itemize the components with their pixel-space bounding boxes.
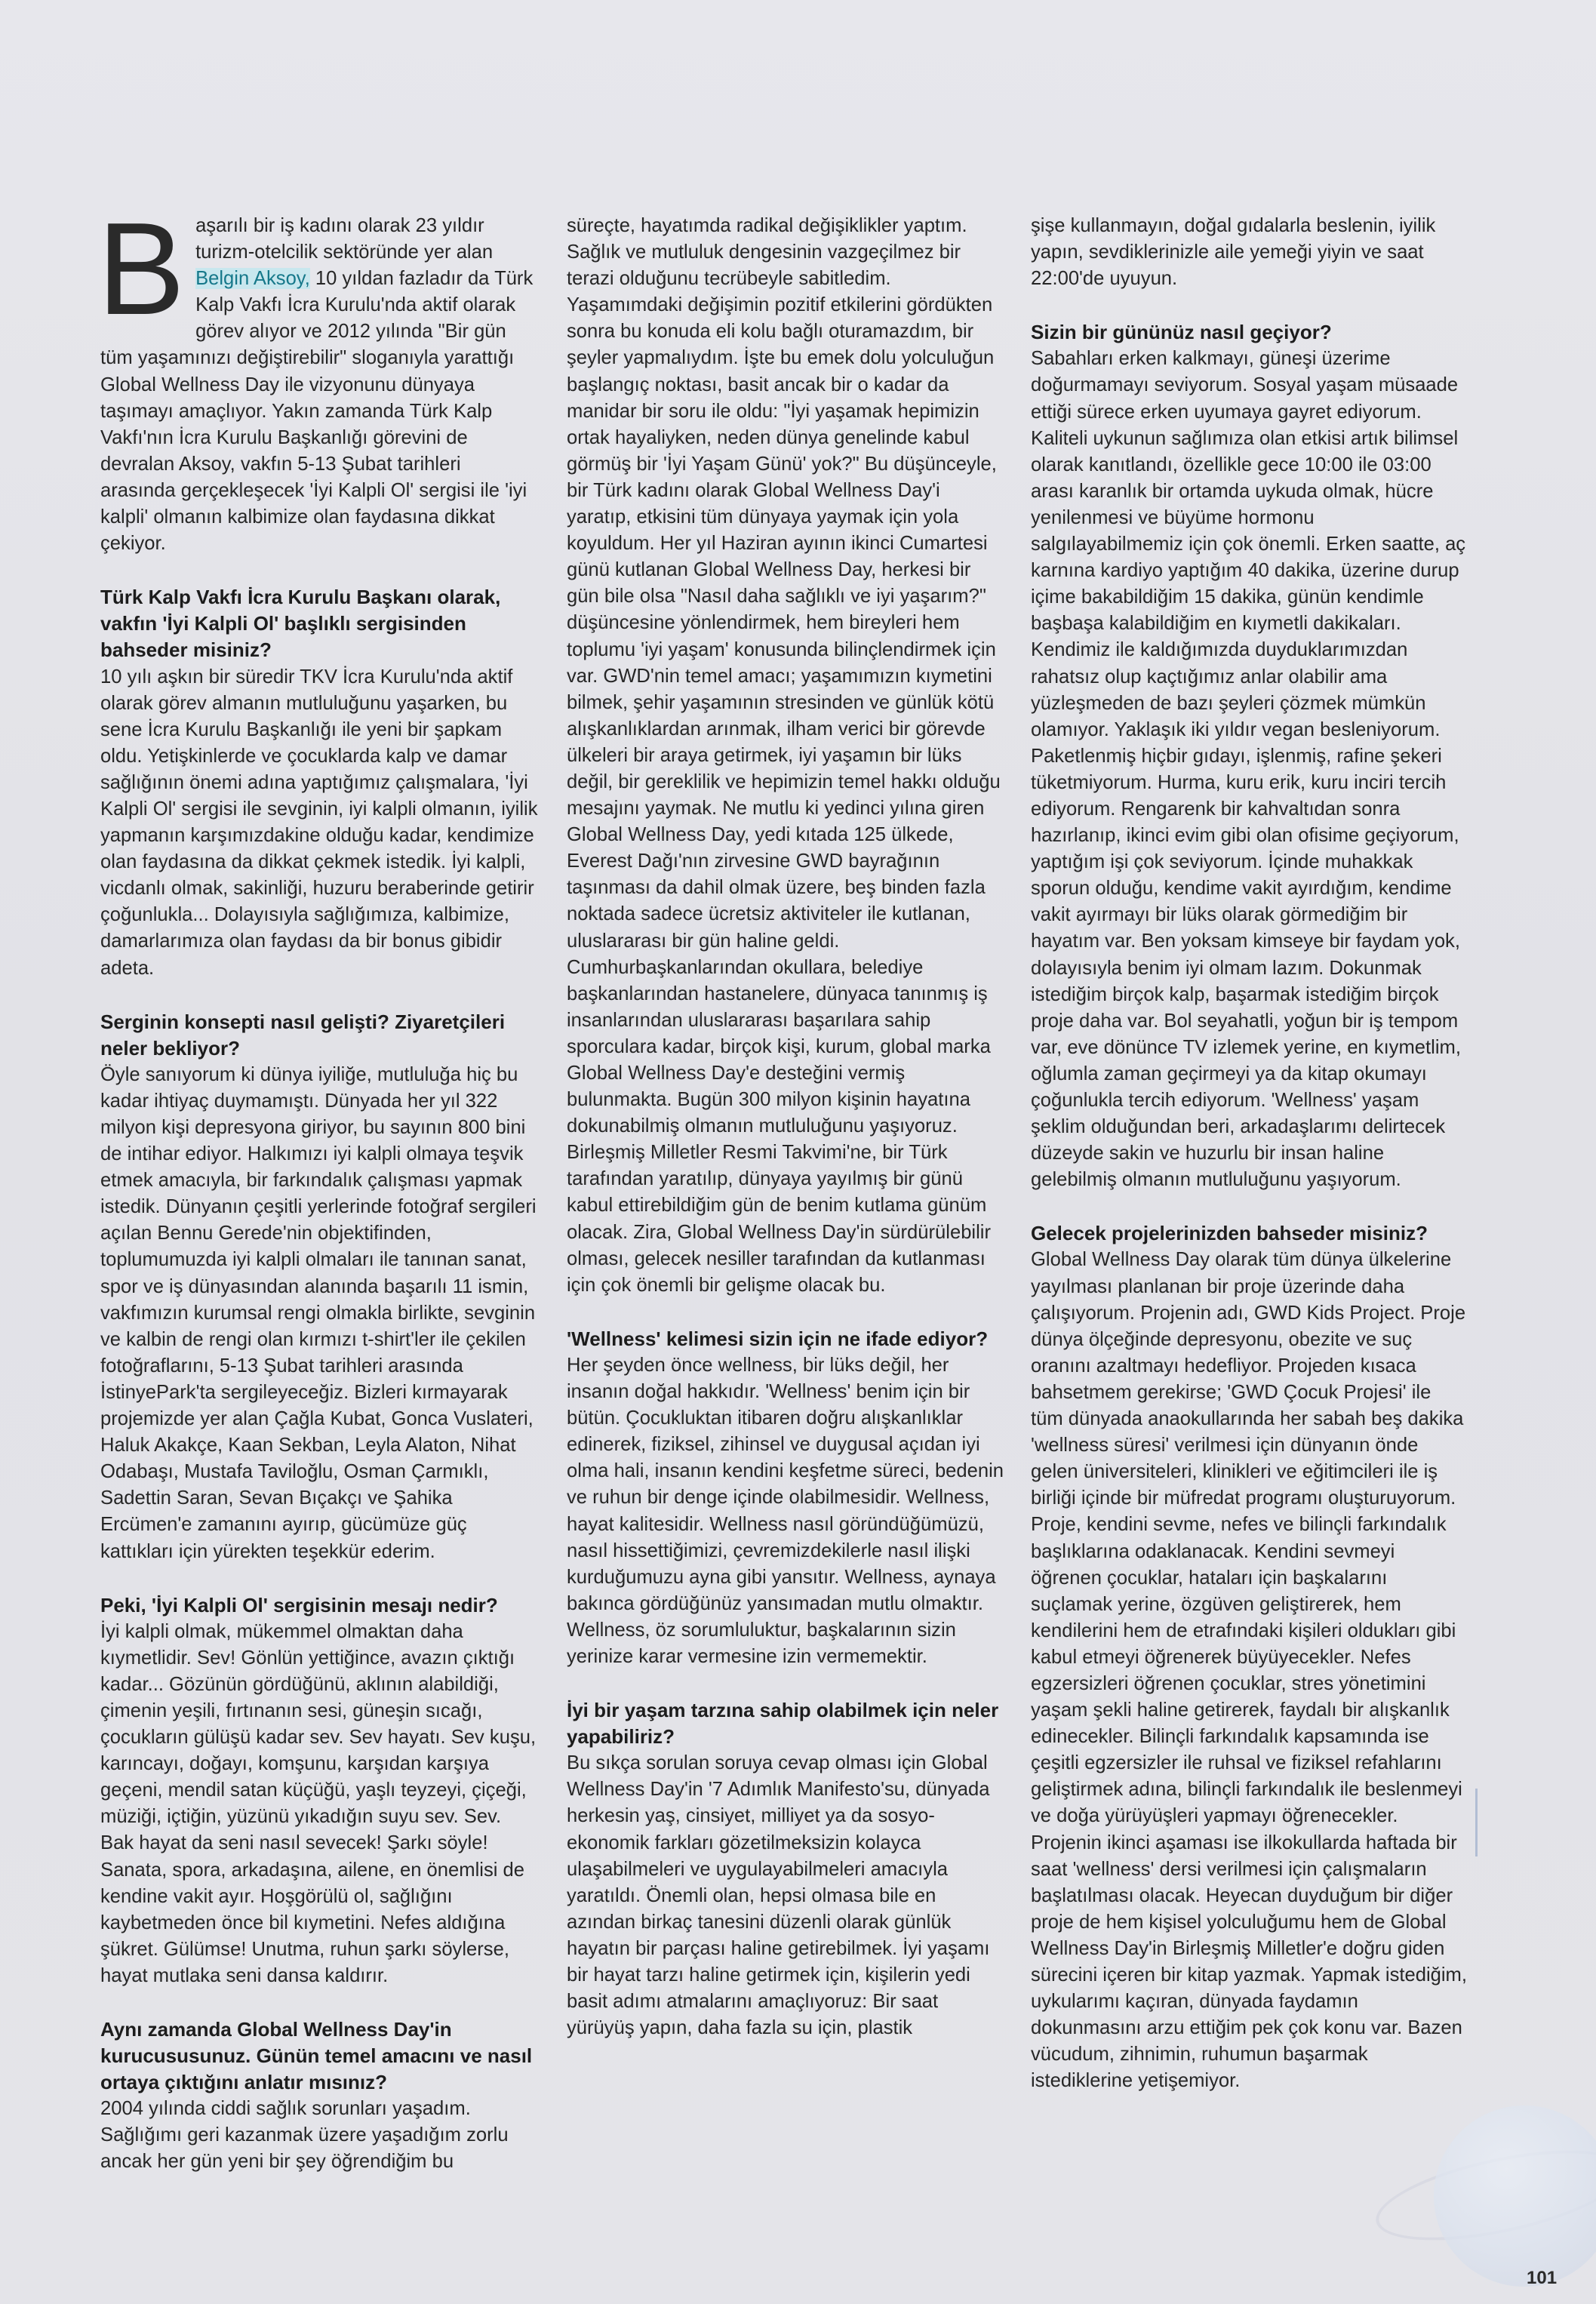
- intro-text-end: 10 yıldan fazladır da Türk Kalp Vakfı İcra Kurulu'nda aktif olarak görev alıyor ve 2012 yılında "Bir gün tüm yaşamınızı değiştirebilir" sloganıyla yarattığı Global Wellness Day ile vizyonunu dünyaya taşımayı amaçlıyor. Yakın zamanda Türk Kalp Vakfı'nın İcra Kurulu Başkanlığı görevini de devralan Aksoy, vakfın 5-13 Şubat tarihleri arasında gerçekleşecek 'İyi Kalpli Ol' sergisi ile 'iyi kalpli' olmanın kalbimize olan faydasına dikkat çekiyor.: [100, 268, 534, 555]
- answer-paragraph: Sabahları erken kalkmayı, güneşi üzerime doğurmamayı seviyorum. Sosyal yaşam müsaade ettiği sürece erken uyumaya gayret ediyorum. Kaliteli uykunun sağlımıza olan etkisi artık bilimsel olarak kanıtlandı, özellikle gece 10:00 ile 03:00 arası karanlık bir ortamda uykuda olmak, hücre yenilenmesi ve büyüme hormonu salgılayabilmemiz için çok önemli. Erken saatte, aç karnına kardiyo yaptığım 40 dakika, üzerine durup içime bakabildiğim 15 dakika, günün kendimle başbaşa kalabildiğim en kıymetli dakikaları. Kendimiz ile kaldığımızda duyduklarımızdan rahatsız olup kaçtığımız anlar olabilir ama yüzleşmeden de bazı şeyleri çözmek mümkün olamıyor. Yaklaşık iki yıldır vegan besleniyorum. Paketlenmiş hiçbir gıdayı, işlenmiş, rafine şekeri tüketmiyorum. Hurma, kuru erik, kuru inciri tercih ediyorum. Rengarenk bir kahvaltıdan sonra hazırlanıp, ikinci evim gibi olan ofisime geçiyorum, yaptığım işi çok seviyorum. İçinde muhakkak sporun olduğu, kendime vakit ayırdığım, kendime vakit ayırmayı bir lüks olarak görmediğim bir hayatım var. Ben yoksam kimseye bir faydam yok, dolayısıyla benim iyi olmam lazım. Dokunmak istediğim birçok kalp, başarmak istediğim birçok proje daha var. Bol seyahatli, yoğun bir iş tempom var, eve dönünce TV izlemek yerine, en kıymetlim, oğlumla zaman geçirmeyi ya da kitap okumayı çoğunlukla tercih ediyorum. 'Wellness' yaşam şeklim olduğundan beri, arkadaşlarımı delirtecek düzeyde sakin ve huzurlu bir insan haline gelebilmiş olmanın mutluluğunu yaşıyorum.: [1031, 348, 1466, 1191]
- scan-artifact-line: [1475, 1789, 1478, 1856]
- highlighted-name: Belgin Aksoy,: [195, 268, 310, 290]
- answer-paragraph: süreçte, hayatımda radikal değişiklikler yaptım. Sağlık ve mutluluk dengesinin vazgeçilmez bir terazi olduğunu tecrübeyle sabitledim. Yaşamımdaki değişimin pozitif etkilerini gördükten sonra bu konuda eli kolu bağlı oturamazdım, bir şeyler yapmalıydım. İşte bu emek dolu yolculuğun başlangıç noktası, basit ancak bir o kadar da manidar bir soru ile oldu: "İyi yaşamak hepimizin ortak hayaliyken, neden dünya genelinde kabul görmüş bir 'İyi Yaşam Günü' yok?" Bu düşünceyle, bir Türk kadını olarak Global Wellness Day'i yaratıp, etkisini tüm dünyaya yaymak için yola koyuldum. Her yıl Haziran ayının ikinci Cumartesi günü kutlanan Global Wellness Day, herkesi bir gün bile olsa "Nasıl daha sağlıklı ve iyi yaşarım?" düşüncesine yönlendirmek, hem bireyleri hem toplumu 'iyi yaşam' konusunda bilinçlendirmek için var. GWD'nin temel amacı; yaşamımızın kıymetini bilmek, şehir yaşamının stresinden ve günlük kötü alışkanlıklardan arınmak, ilham verici bir görevde ülkeleri bir araya getirmek, iyi yaşamın bir lüks değil, bir gereklilik ve hepimizin temel hakkı olduğu mesajını yaymak. Ne mutlu ki yedinci yılına giren Global Wellness Day, yedi kıtada 125 ülkede, Everest Dağı'nın zirvesine GWD bayrağının taşınması da dahil olmak üzere, beş binden fazla noktada sadece ücretsiz aktiviteler ile kutlanan, uluslararası bir gün haline geldi. Cumhurbaşkanlarından okullara, belediye başkanlarından hastanelere, dünyaca tanınmış iş insanlarından uluslararası başarılara sahip sporculara kadar, birçok kişi, kurum, global marka Global Wellness Day'e desteğini vermiş bulunmakta. Bugün 300 milyon kişinin hayatına dokunabilmiş olmanın mutluluğunu yaşıyoruz. Birleşmiş Milletler Resmi Takvimi'ne, bir Türk tarafından yaratılıp, dünyaya yayılmış bir günü kabul ettirebildiğim gün de benim kutlama günüm olacak. Zira, Global Wellness Day'in sürdürülebilir olması, gelecek nesiller tarafından da kutlanması için çok önemli bir gelişme olacak bu.: [567, 215, 1001, 1296]
- interview-question: Aynı zamanda Global Wellness Day'in kurucususunuz. Günün temel amacını ve nasıl ortaya çıktığını anlatır mısınız?: [100, 2018, 533, 2094]
- answer-paragraph: Bu sıkça sorulan soruya cevap olması için Global Wellness Day'in '7 Adımlık Manifesto'su, dünyada herkesin yaş, cinsiyet, milliyet ya da sosyo-ekonomik farkları gözetilmeksizin kolayca ulaşabilmeleri ve uygulayabilmeleri amacıyla yaratıldı. Önemli olan, hepsi olmasa bile en azından birkaç tanesini düzenli olarak günlük hayatın bir parçası haline getirebilmek. İyi yaşamı bir hayat tarzı haline getirmek için, kişilerin yedi basit adımı atmalarını amaçlıyoruz: Bir saat yürüyüş yapın, daha fazla su için, plastik: [567, 1752, 990, 2039]
- answer-paragraph: Öyle sanıyorum ki dünya iyiliğe, mutluluğa hiç bu kadar ihtiyaç duymamıştı. Dünyada her yıl 322 milyon kişi depresyona giriyor, bu sayının 800 bini de intihar ediyor. Halkımızı iyi kalpli olmaya teşvik etmek amacıyla, bir farkındalık çalışması yapmak istedik. Dünyanın çeşitli yerlerinde fotoğraf sergileri açılan Bennu Gerede'nin objektifinden, toplumumuzda iyi kalpli olmaları ile tanınan sanat, spor ve iş dünyasından alanında başarılı 11 ismin, vakfımızın kurumsal rengi olmakla birlikte, sevginin ve kalbin de rengi olan kırmızı t-shirt'ler ile çekilen fotoğraflarını, 5-13 Şubat tarihleri arasında İstinyePark'ta sergileyeceğiz. Bizleri kırmayarak projemizde yer alan Çağla Kubat, Gonca Vuslateri, Haluk Akakçe, Kaan Sekban, Leyla Alaton, Nihat Odabaşı, Mustafa Taviloğlu, Osman Çarmıklı, Sadettin Saran, Sevan Bıçakçı ve Şahika Ercümen'e zamanını ayırıp, gücümüze güç kattıkları için yürekten teşekkür ederim.: [100, 1063, 537, 1562]
- answer-paragraph: Her şeyden önce wellness, bir lüks değil, her insanın doğal hakkıdır. 'Wellness' benim için bir bütün. Çocukluktan itibaren doğru alışkanlıklar edinerek, fiziksel, zihinsel ve duygusal açıdan iyi olma hali, insanın kendini keşfetme süreci, bedenin ve ruhun bir denge içinde olabilmesidir. Wellness, hayat kalitesidir. Wellness nasıl göründüğümüzü, nasıl hissettiğimizi, çevremizdekilerle nasıl ilişki kurduğumuzu ayna gibi yansıtır. Wellness, aynaya bakınca gördüğünüz yansımadan mutlu olmaktır. Wellness, öz sorumluluktur, başkalarının sizin yerinize karar vermesine izin vermemektir.: [567, 1354, 1004, 1667]
- answer-paragraph: Global Wellness Day olarak tüm dünya ülkelerine yayılması planlanan bir proje üzerinde daha çalışıyorum. Projenin adı, GWD Kids Project. Proje dünya ölçeğinde depresyonu, obezite ve suç oranını azaltmayı hedefliyor. Projeden kısaca bahsetmem gerekirse; 'GWD Çocuk Projesi' ile tüm dünyada anaokullarında her sabah beş dakika 'wellness süresi' verilmesi için dünyanın önde gelen üniversiteleri, klinikleri ve eğitimcileri ile iş birliği içinde bir müfredat programı oluşturuyorum. Proje, kendini sevme, nefes ve bilinçli farkındalık başlıklarına odaklanacak. Kendini sevmeyi öğrenen çocuklar, hataları için başkalarını suçlamak yerine, özgüven geliştirerek, hem kendilerini hem de etrafındaki kişileri oldukları gibi kabul etmeyi öğrenerek büyüyecekler. Nefes egzersizleri öğrenen çocuklar, stres yönetimini yaşam şekli haline getirerek, faydalı bir alışkanlık edinecekler. Bilinçli farkındalık kapsamında ise çeşitli egzersizler ile ruhsal ve fiziksel refahlarını geliştirmek adına, bilinçli farkındalık ile beslenmeyi ve doğa yürüyüşleri yapmayı öğrenecekler. Projenin ikinci aşaması ise ilkokullarda haftada bir saat 'wellness' dersi verilmesi için çalışmaların başlatılması olacak. Heyecan duyduğum bir diğer proje de hem kişisel yolculuğumu hem de Global Wellness Day'in Birleşmiş Milletler'e doğru giden sürecini içeren bir kitap yazmak. Yapmak istediğim, uykularımı kaçıran, dünyada faydamın dokunmasını arzu ettiğim pek çok konu var. Bazen vücudum, zihnimin, ruhumun başarmak istediklerine yetişemiyor.: [1031, 1249, 1467, 2092]
- answer-paragraph: şişe kullanmayın, doğal gıdalarla beslenin, iyilik yapın, sevdiklerinizle aile yemeği yiyin ve saat 22:00'de uyuyun.: [1031, 215, 1436, 290]
- decorative-sphere: [1434, 2106, 1596, 2287]
- page-number: 101: [1527, 2268, 1558, 2288]
- text-column-1: [97, 195, 538, 2176]
- interview-question: Sizin bir gününüz nasıl geçiyor?: [1031, 321, 1332, 344]
- section-gap: [100, 557, 538, 584]
- section-gap: [567, 1299, 1004, 1326]
- text-column-2: [567, 213, 1004, 2041]
- section-gap: [100, 1989, 538, 2016]
- section-gap: [567, 1670, 1004, 1697]
- answer-paragraph: 10 yılı aşkın bir süredir TKV İcra Kurulu'nda aktif olarak görev almanın mutluluğunu yaşarken, bu sene İcra Kurulu Başkanlığı ile yeni bir şapkam oldu. Yetişkinlerde ve çocuklarda kalp ve damar sağlığının önemi adına yaptığımız çalışmalara, 'İyi Kalpli Ol' sergisi ile sevginin, iyi kalpli olmanın, iyilik yapmanın karşımızdakine olduğu kadar, kendimize olan faydasına da dikkat çekmek istedik. İyi kalpli, vicdanlı olmak, sakinliği, huzuru beraberinde getirir çoğunlukla... Dolayısıyla sağlığımıza, kalbimize, damarlarımıza olan faydası da bir bonus gibidir adeta.: [100, 666, 538, 979]
- interview-question: İyi bir yaşam tarzına sahip olabilmek için neler yapabiliriz?: [567, 1699, 999, 1749]
- intro-text-start: aşarılı bir iş kadını olarak 23 yıldır turizm-otelcilik sektöründe yer alan: [195, 215, 494, 263]
- interview-question: Gelecek projelerinizden bahseder misiniz?: [1031, 1222, 1428, 1245]
- text-column-3: [1031, 213, 1468, 2094]
- answer-paragraph: İyi kalpli olmak, mükemmel olmaktan daha kıymetlidir. Sev! Gönlün yettiğince, avazın çıktığı kadar... Gözünün gördüğünü, aklının alabildiği, çimenin yeşili, fırtınanın sesi, güneşin sıcağı, çocukların gülüşü kadar sev. Sev hayatı. Sev kuşu, karıncayı, doğayı, komşunu, karşıdan karşıya geçeni, mendil satan küçüğü, yaşlı teyzeyi, çiçeği, müziği, içtiğin, yüzünü yıkadığın suyu sev. Sev. Bak hayat da seni nasıl sevecek! Şarkı söyle! Sanata, spora, arkadaşına, ailene, en önemlisi de kendine vakit ayır. Hoşgörülü ol, sağlığını kaybetmeden önce bil kıymetini. Nefes aldığına şükret. Gülümse! Unutma, ruhun şarkı söylerse, hayat mutlaka seni dansa kaldırır.: [100, 1620, 537, 1986]
- header-watermark-decoration: [906, 98, 1570, 181]
- answer-paragraph: 2004 yılında ciddi sağlık sorunları yaşadım. Sağlığımı geri kazanmak üzere yaşadığım zorlu ancak her gün yeni bir şey öğrendiğim bu: [100, 2098, 509, 2173]
- drop-cap: B: [97, 195, 186, 342]
- section-gap: [1031, 1193, 1468, 1220]
- interview-question: Peki, 'İyi Kalpli Ol' sergisinin mesajı nedir?: [100, 1593, 498, 1616]
- interview-question: Türk Kalp Vakfı İcra Kurulu Başkanı olarak, vakfın 'İyi Kalpli Ol' başlıklı sergisinden bahseder misiniz?: [100, 586, 501, 662]
- intro-paragraph: [97, 195, 538, 557]
- interview-question: Serginin konsepti nasıl gelişti? Ziyaretçileri neler bekliyor?: [100, 1010, 506, 1060]
- section-gap: [1031, 292, 1468, 319]
- interview-question: 'Wellness' kelimesi sizin için ne ifade ediyor?: [567, 1327, 989, 1350]
- section-gap: [100, 1565, 538, 1592]
- section-gap: [100, 982, 538, 1009]
